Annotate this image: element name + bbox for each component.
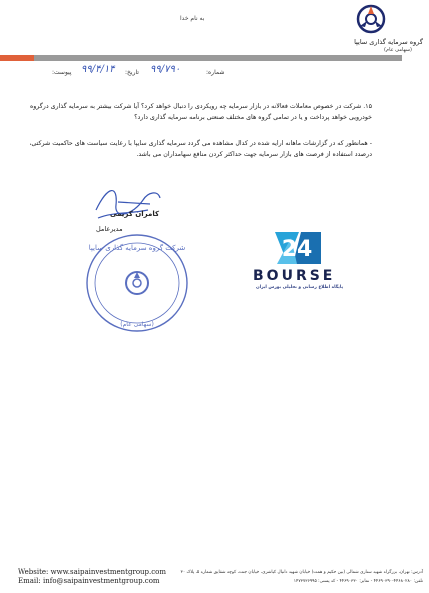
answer-paragraph: - همانطور که در گزارشات ماهانه ارایه شده در کدال مشاهده می گردد سرمایه گذاری سایپا با رعایت سیاست های حاکمیت شرکتی، درصدد استفاده از فرصت های بازار سرمایه جهت حداکثر کردن منافع سهامداران می باشد. [29, 140, 372, 158]
header-accent-bar [0, 55, 34, 61]
footer-address-line: آدرس: تهران، بزرگراه شهید ستاری شمالی (بین حکیم و همت) خیابان شهید دانیال کیاشری، خیابان جنت، کوچه شقایق شماره ۵، پلاک ۳۰ [180, 570, 423, 575]
number-value: ۹۹/۷۹۰ [150, 64, 181, 75]
footer-website: Website: www.saipainvestmentgroup.com [18, 568, 167, 576]
signatory-name: کامران کریمی [110, 210, 160, 218]
bourse-tagline: پایگاه اطلاع رسانی و تحلیلی بورس ایران [256, 285, 344, 290]
footer-address [173, 568, 423, 586]
basmala: به نام خدا [180, 15, 205, 22]
bourse-numeral: 24 [281, 237, 313, 262]
company-name: گروه سرمایه گذاری سایپا [354, 38, 423, 46]
stamp-company-type: (سهامی عام) [120, 321, 154, 328]
date-label: تاریخ: [125, 69, 139, 76]
company-type: (سهامی عام) [384, 47, 412, 53]
attachment-label: پیوست: [52, 69, 72, 76]
footer-email: Email: info@saipainvestmentgroup.com [18, 577, 160, 585]
stamp-text: شرکت گروه سرمایه گذاری سایپا [88, 244, 186, 252]
question-paragraph: ۱۵. شرکت در خصوص معاملات فعالانه در بازار سرمایه چه رویکردی را دنبال خواهد کرد؟ آیا شرکت بیشتر به سرمایه گذاری درگروه خودرویی خواهد پرداخت و یا در تمامی گروه های مختلف صنعتی برنامه سرمایه گذاری دارد؟ [29, 103, 372, 121]
bourse-word: BOURSE [253, 268, 336, 284]
header-divider-bar [34, 55, 402, 61]
saipa-logo [356, 4, 386, 34]
number-field [206, 69, 224, 76]
date-value: ۹۹/۴/۱۴ [81, 64, 115, 75]
company-stamp [82, 228, 192, 338]
footer-phone-line: تلفن: ۴۴۶۸۰۲۸۰-۴۴۶۹۰۳۹۰ - نمابر: ۴۴۶۹۰۳۳۰ - کد پستی: ۱۴۷۳۷۳۶۹۹۵ [293, 579, 423, 584]
signatory-title: مدیرعامل [96, 225, 123, 233]
handwritten-signature [88, 180, 168, 225]
number-label: شماره: [206, 69, 225, 76]
